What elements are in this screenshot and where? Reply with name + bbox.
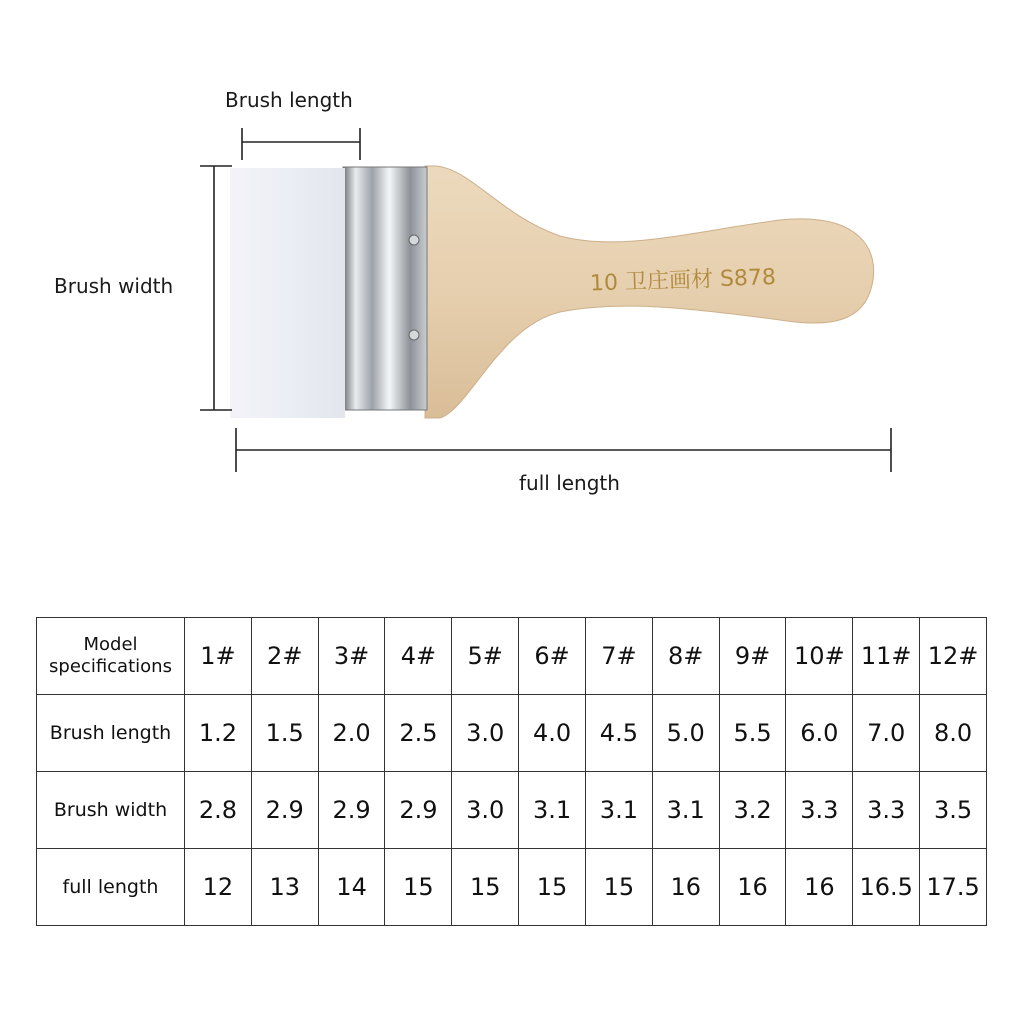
ferrule-rivet-icon xyxy=(409,330,419,340)
brush-bristles xyxy=(230,168,345,418)
model-cell: 12# xyxy=(920,618,987,695)
model-cell: 3# xyxy=(318,618,385,695)
value-cell: 5.0 xyxy=(652,695,719,772)
value-cell: 1.5 xyxy=(251,695,318,772)
model-cell: 1# xyxy=(185,618,252,695)
value-cell: 15 xyxy=(519,849,586,926)
value-cell: 3.1 xyxy=(652,772,719,849)
value-cell: 12 xyxy=(185,849,252,926)
value-cell: 15 xyxy=(452,849,519,926)
value-cell: 15 xyxy=(385,849,452,926)
full-length-dimension xyxy=(236,428,891,472)
value-cell: 2.9 xyxy=(318,772,385,849)
model-cell: 6# xyxy=(519,618,586,695)
value-cell: 3.1 xyxy=(519,772,586,849)
value-cell: 2.9 xyxy=(385,772,452,849)
value-cell: 4.5 xyxy=(585,695,652,772)
brush-width-dimension xyxy=(200,166,232,410)
value-cell: 2.5 xyxy=(385,695,452,772)
row-label: Brush width xyxy=(37,772,185,849)
value-cell: 7.0 xyxy=(853,695,920,772)
model-cell: 2# xyxy=(251,618,318,695)
value-cell: 8.0 xyxy=(920,695,987,772)
table-row xyxy=(37,695,987,772)
value-cell: 13 xyxy=(251,849,318,926)
value-cell: 3.2 xyxy=(719,772,786,849)
value-cell: 1.2 xyxy=(185,695,252,772)
handle-print: 10 卫庄画材 S878 xyxy=(589,265,777,297)
value-cell: 3.3 xyxy=(786,772,853,849)
brush-width-label: Brush width xyxy=(54,274,174,298)
value-cell: 6.0 xyxy=(786,695,853,772)
model-cell: 10# xyxy=(786,618,853,695)
model-cell: 11# xyxy=(853,618,920,695)
header-label-line1: Model xyxy=(83,634,138,655)
value-cell: 4.0 xyxy=(519,695,586,772)
model-cell: 4# xyxy=(385,618,452,695)
table-row xyxy=(37,849,987,926)
table-row xyxy=(37,618,987,695)
value-cell: 2.8 xyxy=(185,772,252,849)
value-cell: 2.0 xyxy=(318,695,385,772)
brush-length-dimension xyxy=(242,128,360,160)
spec-table xyxy=(36,617,987,926)
full-length-label: full length xyxy=(519,471,620,495)
value-cell: 3.0 xyxy=(452,772,519,849)
brush-length-label: Brush length xyxy=(225,88,353,112)
model-cell: 7# xyxy=(585,618,652,695)
brush-ferrule xyxy=(343,167,427,410)
row-label: full length xyxy=(37,849,185,926)
model-cell: 8# xyxy=(652,618,719,695)
value-cell: 14 xyxy=(318,849,385,926)
value-cell: 16.5 xyxy=(853,849,920,926)
value-cell: 3.0 xyxy=(452,695,519,772)
value-cell: 16 xyxy=(652,849,719,926)
value-cell: 5.5 xyxy=(719,695,786,772)
ferrule-rivet-icon xyxy=(409,235,419,245)
value-cell: 2.9 xyxy=(251,772,318,849)
value-cell: 3.5 xyxy=(920,772,987,849)
value-cell: 17.5 xyxy=(920,849,987,926)
header-label-cell xyxy=(37,618,185,695)
table-row xyxy=(37,772,987,849)
header-label-line2: specifications xyxy=(49,656,172,677)
value-cell: 15 xyxy=(585,849,652,926)
model-cell: 5# xyxy=(452,618,519,695)
value-cell: 16 xyxy=(719,849,786,926)
value-cell: 3.1 xyxy=(585,772,652,849)
model-cell: 9# xyxy=(719,618,786,695)
value-cell: 3.3 xyxy=(853,772,920,849)
value-cell: 16 xyxy=(786,849,853,926)
row-label: Brush length xyxy=(37,695,185,772)
